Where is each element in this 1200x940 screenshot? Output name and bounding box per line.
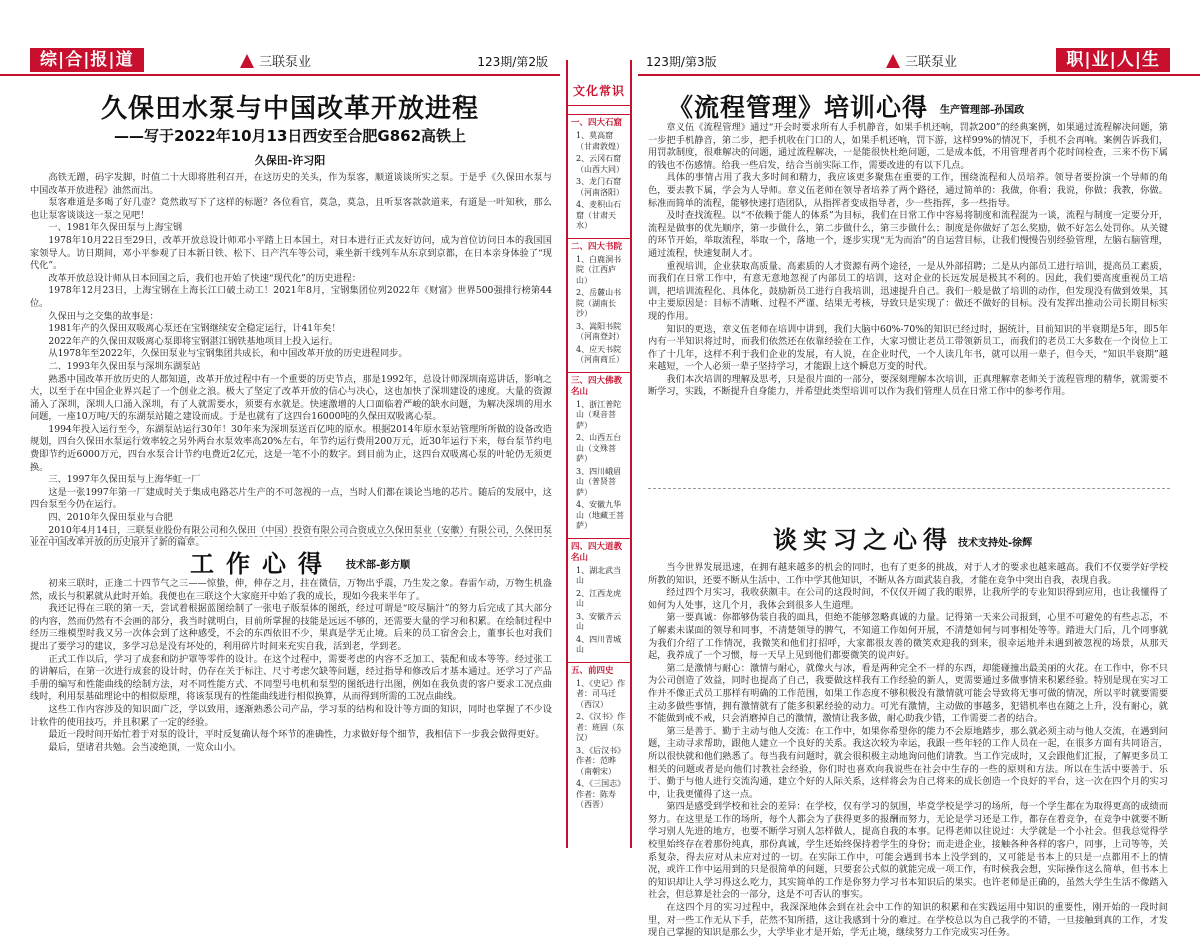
culture-item: 2、云冈石窟（山西大同） [576, 154, 624, 174]
paragraph: 泵客难道是多喝了好几壶？竟然敢写下了这样的标题？各位看官，莫急，莫急，且听泵客款款道来，有道是一叶知秋，那么也让泵客谈谈这一泵之见吧！ [30, 197, 552, 221]
culture-item: 2、《汉书》作者：班固（东汉） [576, 712, 626, 742]
culture-item: 3、安徽齐云山 [576, 611, 622, 631]
paragraph: 熟悉中国改革开放历史的人都知道，改革开放过程中有一个重要的历史节点，那是1992年，总设计师深圳南巡讲话，影响之大，以至于在中国企业界兴起了一个创业之浪。极大了坚定了改革开放的信心与决心，这也加快了深圳建设的速度。大量的资源涌入了深圳，深圳人口涌入深圳，有了人就需要水，须要有水就是。快速激增的人口面临着严峻的缺水问题，为解决深圳的用水问题，一座10万吨/天的东湖泵站随之建设而成。于是也就有了这四台16000吨的久保田双吸离心泵。 [30, 373, 552, 423]
culture-item: 4、四川青城山 [576, 634, 622, 654]
culture-category: 五、前四史 [568, 662, 630, 679]
culture-item: 3、龙门石窟（河南洛阳） [576, 177, 624, 197]
main-article-subtitle: ——写于2022年10月13日西安至合肥G862高铁上 [113, 127, 467, 145]
issue-number: 123期/第3版 [646, 55, 717, 69]
paragraph: 高铁无蹭，码字发脚，时值二十大即将胜利召开，在这历史的关头，作为泵客，顺道谈谈所实之泵。于是乎《久保田水泵与中国改革开放进程》油然而出。 [30, 172, 552, 196]
section-divider [30, 536, 552, 537]
paragraph: 我们本次培训的理解及思考，只是很片面的一部分，要深刻理解本次培训，正真理解章老师关于流程管理的精华，就需要不断学习，实践，不断提升自身能力，并希望此类型培训可以作为我们管理人员在日常工作中的参考作用。 [648, 373, 1168, 398]
culture-item: 1、《史记》作者：司马迁（西汉） [576, 678, 626, 709]
paragraph: 及时查找流程。以“不依赖于能人的体系”为目标，我们在日常工作中容易将制度和流程混为一谈，流程与制度一定要分开，流程是做事的优先顺序，第一步做什么，第二步做什么，第三步做什么；制度是你做好了怎么奖励，做不好怎么处罚你。从关键的环节开始，举取流程，举取一个，落地一个，逐步实现“无为而治”的自运营目标，让我们慢慢告别经验管理，左脑右脑管理，通过流程，快速复制人才。 [648, 210, 1168, 259]
paragraph: 当今世界发展迅速，在拥有越来越多的机会的同时，也有了更多的挑战，对于人才的要求也越来越高。我们不仅要学好学校所教的知识，还要不断从生活中、工作中学其他知识，不断从各方面武装自我，才能在竞争中突出自我，表现自我。 [648, 562, 1168, 586]
culture-category: 二、四大书院 [568, 238, 630, 255]
paragraph: 我还记得在三联的第一天，尝试着根据蓝图绘制了一张电子版泵体的图纸，经过可谓是“咬尽脑汁”的努力后完成了其大部分的内容，然而仍然有不会画的部分，我当时就明白，目前所掌握的技能是远远不够的，还需要大量的学习和积累。在绘制过程中经历三维模型时我又另一次体会到了这种感受，不会的东西依旧不少，果真是学无止境。后来的员工宿舍会上，董事长也对我们提出了要学习的建议，多学习总是没有坏处的，利用碎片时间来充实自我，活到老，学到老。 [30, 603, 552, 652]
culture-item: 4、《三国志》作者：陈寿（西晋） [576, 779, 626, 809]
paragraph: 二、1993年久保田泵与深圳东湖泵站 [48, 360, 201, 372]
paragraph: 知识的更迭，章义伍老师在培训中讲到，我们大脑中60%-70%的知识已经过时，据统计，目前知识的半衰期是5年，即5年内有一半知识将过时，而我们依然还在依靠经验在工作，大家习惯让老员工带领新员工，而我们的老员工大多数在一个岗位上工作了十几年，这样不利于我们企业的发展，有人说，在企业时代，一个人读几年书，就可以用一辈子，但今天，“知识半衰期”越来越短，一个人必须一辈子坚持学习，才能跟上这个瞬息万变的时代。 [648, 323, 1168, 373]
culture-item: 2、山西五台山（文殊菩萨） [576, 433, 622, 463]
process-article-title: 《流程管理》培训心得 [668, 93, 929, 122]
culture-item: 3、嵩阳书院（河南登封） [576, 321, 624, 341]
brand-name: 三联泵业 [905, 55, 958, 70]
culture-sidebar-title: 文化常识 [568, 82, 630, 106]
culture-item: 1、莫高窟（甘肃敦煌） [576, 131, 624, 151]
paragraph: 2010年4月14日，三联泵业股份有限公司和久保田（中国）投资有限公司合资成立久保田泵业（安徽）有限公司，久保田泵业在中国改革开放的历史展开了新的篇章。 [30, 524, 552, 549]
section-badge: 综|合|报|道 [30, 48, 144, 72]
section-badge: 职|业|人|生 [1056, 48, 1170, 72]
work-article-author: 技术部-彭方顺 [346, 560, 411, 571]
paragraph: 从1978年至2022年，久保田泵业与宝钢集团共成长，和中国改革开放的历史进程同步。 [48, 348, 408, 360]
brand-name: 三联泵业 [259, 55, 312, 70]
paragraph: 这是一张1997年第一厂建成时关于集成电路芯片生产的不可忽视的一点，当时人们都在谈论当地的芯片。随后的发展中，这四台泵至今仍在运行。 [30, 486, 552, 511]
paragraph: 第三是善于、勤于主动与他人交流：在工作中，如果你希望你的能力不会原地踏步，那么就必须主动与他人交流，在遇到问题，主动寻求帮助，跟他人建立一个良好的关系。我这次较为幸运，我跟一些年轻的工作人员在一起，在很多方面有共同语言，所以很快就和他们熟悉了。每当我有问题时，就会很积极主动地询问他们请教。当工作完成时，又会跟他们汇报，了解更多员工相关的问题或者是向他们讨教社会经验，你们时也喜欢向我说些在社会中生存的一些的原则和方法。所以在生活中要善于、乐于、勤于与他人进行交流沟通，建立个好的人际关系，这样将会为自己将来的成长创造一个良好的平台，这一次在四个月的实习中，让我更懂得了这一点。 [648, 725, 1168, 800]
culture-category: 一、四大石窟 [568, 114, 630, 131]
paragraph: 最近一段时间开始忙着于对泵的设计，平时反复确认每个环节的准确性，力求做好每个细节，我相信下一步我会做得更好。 [48, 729, 545, 741]
section-divider [648, 488, 1170, 489]
paragraph: 具体的事情占用了我大多时间和精力，我应该更多聚焦在重要的工作，围绕流程和人员培养。领导者要扮演一个导师的角色，要去教下属，学会为人导师。章义伍老师在领导者培养了两个路径，通过简单的：我做，你看；我说，你做；我教，你做。标准而简单的流程，能够快速打造团队，从指挥者变成指导者，少一些指挥，多一些指导。 [648, 172, 1168, 209]
culture-item: 4、安徽九华山（地藏王菩萨） [576, 500, 624, 530]
culture-item: 1、湖北武当山 [576, 565, 622, 585]
left-page [0, 0, 560, 860]
main-article-author: 久保田-许习阳 [254, 154, 326, 167]
culture-item: 4、应天书院（河南商丘） [576, 344, 624, 364]
paragraph: 最后，望诸君共勉。会当凌绝顶，一览众山小。 [48, 741, 242, 753]
culture-item: 1、浙江普陀山（观音菩萨） [576, 399, 622, 430]
paragraph: 四、2010年久保田泵业与合肥 [48, 512, 173, 524]
work-article-title: 工作心得 [190, 550, 334, 578]
paragraph: 2022年产的久保田双吸离心泵即将宝钢湛江钢铁基地项目上投入运行。 [48, 335, 339, 347]
paragraph: 三、1997年久保田泵与上海华虹一厂 [48, 474, 201, 486]
paragraph: 第一要真诚：你都够伪装自我的面具，但绝不能够忽略真诚的力量。记得第一天来公司报到，心里不可避免的有些忐忑，不了解素未谋面的领导和同事，不清楚领导的脾气，不知道工作如何开展，不清楚如何与同事相处等等。踏进大门后，几个同事就为我们介绍了工作情况，我微笑和他们打招呼，大家都很友善的微笑欢迎我的到来，很幸运地并未遇到被忽视的场景，从那天起，我养成了一个习惯，每一天早上见到他们都要微笑的说声好。 [648, 612, 1168, 662]
culture-item: 1、白鹿洞书院（江西庐山） [576, 254, 622, 285]
main-article-title: 久保田水泵与中国改革开放进程 [100, 94, 479, 124]
paragraph: 一、1981年久保田泵与上海宝钢 [48, 222, 183, 234]
paragraph: 在这四个月的实习过程中，我深深地体会到在社会中工作的知识的积累和在实践运用中知识的重要性，刚开始的一段时间里，对一些工作无从下手，茫然不知所措，这让我感到十分的难过。在学校总以为自己我学的不错，一旦接触到真的工作，才发现自己掌握的知识是那么少，大学毕业才是开始，学无止境，继续努力工作完成实习任务。 [648, 902, 1168, 939]
issue-number: 123期/第2版 [477, 55, 548, 69]
culture-item: 2、江西龙虎山 [576, 588, 622, 608]
process-article-body [648, 122, 1168, 482]
paragraph: 这些工作内容涉及的知识面广泛，学以致用，逐渐熟悉公司产品，学习泵的结构和设计等方面的知识，同时也掌握了不少设计软件的使用技巧，并且积累了一定的经验。 [30, 703, 552, 728]
brand [240, 51, 311, 70]
right-page-header [638, 46, 1200, 76]
company-logo-icon [886, 54, 900, 68]
left-page-header [0, 46, 560, 76]
paragraph: 初来三联时，正逢二十四节气之三——惊蛰，伸，伸存之月，拄在微信，万物出乎震，乃生发之象。春雷乍动，万物生机盎然，成长与积累就从此时开始。我便也在三联这个大家庭开中始了我的成长，现如今我来半年了。 [30, 578, 552, 602]
process-article-author: 生产管理部-孙国政 [940, 105, 1025, 116]
paragraph: 第四是感受到学校和社会的差异：在学校，仅有学习的氛围，毕竟学校是学习的场所，每一个学生都在为取得更高的成绩而努力。在这里是工作的场所，每个人都会为了获得更多的报酬而努力，无论是学习还是工作，都存在着竞争，在竞争中就要不断学习别人先进的地方，也要不断学习别人怎样做人，提高自我的本事。记得老师以往说过：大学就是一个小社会。但我总觉得学校里始终存在着那份纯真，那份真诚，学生还始终保持着学生的身份；而走进企业，接触各种各样的客户，同事，上司等等，关系复杂，得去应对从未应对过的一切。在实际工作中，可能会遇到书本上没学到的，又可能是书本上的只是一点都用不上的情况，或许工作中运用到的只是很简单的问题，只要套公式似的就能完成一项工作，有时候我会想，实际操作这么简单，但书本上的知识却让人学习得这么吃力，其实简单的工作是你努力学习书本知识后的果实。也许老师是正确的，虽然大学生生活不像踏入社会，但总算是社会的一部分，这是不可否认的事实。 [648, 801, 1168, 901]
paragraph: 第二是激情与耐心：激情与耐心，就像火与冰，看是两种完全不一样的东西，却能碰撞出最美丽的火花。在工作中，你不只为公司创造了效益，同时也提高了自己，我要做这样我有工作经验的新人，更需要通过多做事情来积累经验。特别是现在实习工作并不像正式员工那样有明确的工作范围，如果工作态度不够积极没有激情就可能会导致将无事可做的情况，所以平时就要需要主动多做些事情，拥有激情就有了能多积累经验的动力。可光有激情，主动做的事越多，犯错机率也在随之上升，没有耐心，就不能做到戒不戒，只会消磨掉自己的激情，激情让我多做，耐心助我少错，工作需要二者的结合。 [648, 662, 1168, 725]
culture-item: 2、岳麓山书院（湖南长沙） [576, 288, 622, 318]
culture-category: 四、四大道教名山 [568, 538, 630, 566]
company-logo-icon [240, 54, 254, 68]
paragraph: 章义伍《流程管理》通过“开会时要求所有人手机静音，如果手机还响，罚款200”的经典案例，如果通过流程解决问题，第一步把手机静音，第二步，把手机收在门口的人，如果手机还响，罚下游，这样99%的情况下，手机不会再响。案例告诉我们，用罚款制度，很难解决的问题，通过流程解决，一是能很快杜绝问题，二是成本低，不用管理者再个花时间检查，三来不伤下属的钱也不伤感情。给我一些启发，结合当前实际工作，需要改进的有以下几点。 [648, 122, 1168, 171]
paragraph: 1978年12月23日，上海宝钢在上海长江口破土动工！2021年8月，宝钢集团位列2022年《财富》世界500强排行榜第44位。 [30, 285, 552, 309]
intern-article-title: 谈实习之心得 [773, 526, 953, 554]
brand [886, 51, 957, 70]
work-article-body [30, 578, 552, 854]
paragraph: 改革开放总设计师从日本回国之后，我们也开始了快速“现代化”的历史进程： [48, 272, 361, 284]
paragraph: 重视培训，企业获取高质量、高素质的人才资源有两个途径，一是从外部招聘；二是从内部员工进行培训，提高员工素质，而我们在日常工作中，有意无意地忽视了内部员工的培训，这对企业的长远发展是极其不利的。因此，我们要高度重视员工培训，把培训流程化、具体化，鼓励新员工进行自我培训，迅速提升自己。我们一般是做了培训的动作，但发现没有做到效果，其中主要原因是：目标不清晰、过程不严谨、结果无考核，导致只是实现了：做还不做好的目标。没有发挥出推动公司长期目标实现的作用。 [648, 260, 1168, 322]
culture-category: 三、四大佛教名山 [568, 372, 630, 400]
intern-article-author: 技术支持处-徐辉 [958, 538, 1033, 549]
paragraph: 经过四个月实习，我收获颇丰。在公司的这段时间，不仅仅开阔了我的眼界，让我所学的专业知识得到应用，也让我懂得了如何为人处事，这几个月，我体会到很多人生道理。 [648, 587, 1168, 611]
culture-item: 3、四川峨眉山（普贤菩萨） [576, 466, 622, 497]
paragraph: 1978年10月22日至29日，改革开放总设计师邓小平踏上日本国土，对日本进行正式友好访问，成为首位访问日本的我国国家领导人。访日期间，邓小平参观了日本新日铁、松下、日产汽车等公司，乘坐新干线列车从东京到京都，在日本亲身体验了“现代化”。 [30, 234, 552, 272]
paragraph: 1981年产的久保田双吸离心泵还在宝钢继续安全稳定运行，计41年矣！ [48, 323, 341, 335]
paragraph: 久保田与之交集的故事是： [48, 310, 159, 322]
paragraph: 1994年投入运行至今，东湖泵站运行30年！30年来为深圳泵送百亿吨的原水。根据2014年原水泵站管理所所做的设备改造规划，四台久保田水泵运行效率较之另外两台水泵效率高20%左右，年节约运行费用200万元，近30年运行下来，每台泵节约电费即节约近6000万元，四台水泵合计节约电费近2亿元，这是一笔不小的数字。到目前为止，这四台双吸离心泵的叶轮仍无须更换。 [30, 423, 552, 473]
intern-article-body [648, 562, 1168, 939]
culture-item: 4、麦积山石窟（甘肃天水） [576, 200, 622, 230]
culture-sidebar [566, 60, 632, 848]
main-article-body [30, 172, 552, 549]
right-page [638, 0, 1200, 939]
culture-item: 3、《后汉书》作者：范晔（南朝宋） [576, 745, 626, 776]
paragraph: 正式工作以后，学习了成套和防护罩等零件的设计。在这个过程中，需要考虑的内容不乏加工、装配和成本等等。经过张工的讲解后，在第一次进行成套的设计时，仍存在关于标注、尺寸考虑欠缺等问题，经过指导和修改后才基本通过。还学习了产品手册的编写和性能曲线的绘制方法，对不同性能方式、不同型号电机和泵型的图纸进行出图，例如在我负责的客户要求工况点曲线时，利用泵基础理论中的相似原理，将该泵现有的性能曲线进行相似换算，从而得到所需的工况点曲线。 [30, 653, 552, 703]
